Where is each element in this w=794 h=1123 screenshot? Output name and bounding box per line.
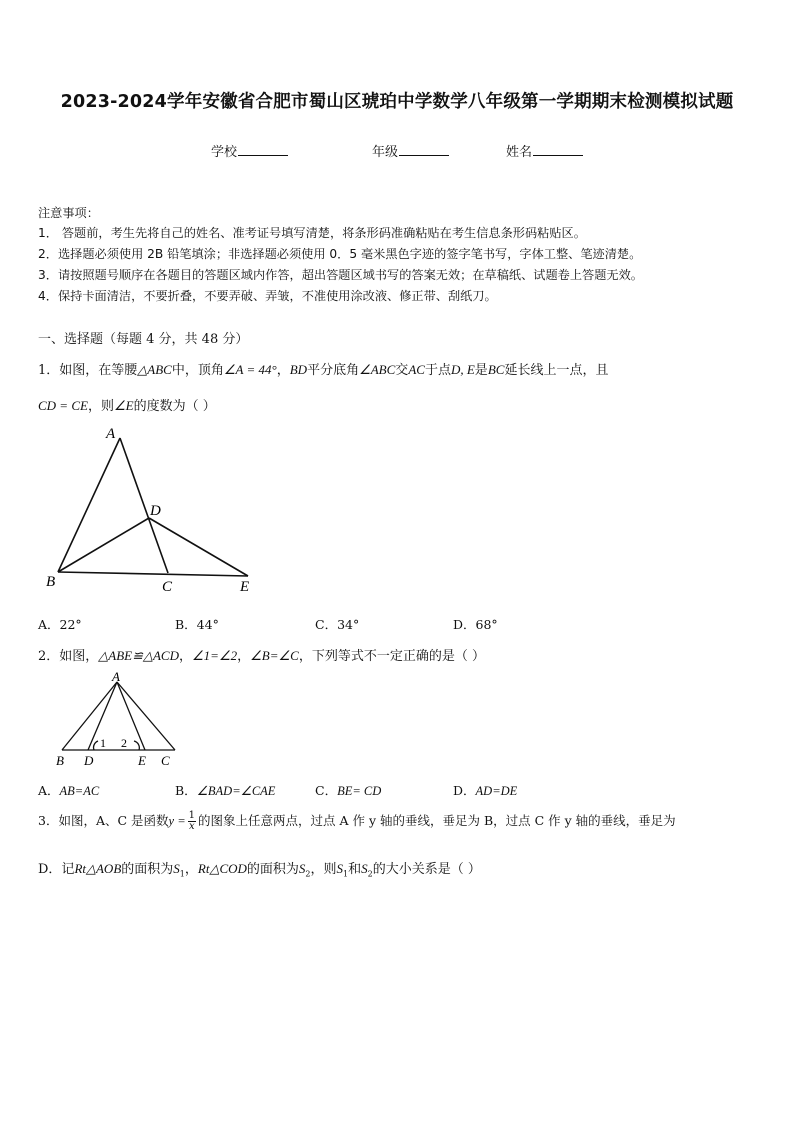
q3-math: S [173,861,180,876]
school-field [211,141,288,160]
fraction-numerator: 1 [188,810,196,821]
option-prefix: C． [315,783,338,798]
name-field [506,141,583,160]
q3-text: 的面积为 [121,862,174,877]
q2-option-d [453,781,517,799]
q1-text: 延长线上一点，且 [504,363,609,378]
school-label: 学校 [211,145,238,160]
q3-subscript: 1 [179,869,185,879]
notice-item: 1． 答题前，考生先将自己的姓名、准考证号填写清楚，将条形码准确粘贴在考生信息条形码粘贴区。 [38,226,586,240]
q3-text: ，则 [310,862,337,877]
notice-item: 3．请按照题号顺序在各题目的答题区域内作答，超出答题区域书写的答案无效；在草稿纸、试题卷上答题无效。 [38,268,643,282]
notice-heading: 注意事项： [38,206,99,220]
label-e: E [240,579,250,595]
grade-label: 年级 [372,145,399,160]
question-3-line-1 [38,811,676,832]
label-a: A [112,670,120,684]
q1-triangle-figure [40,422,270,602]
label-d: D [150,503,161,519]
question-2-stem [38,645,485,664]
q3-math: S [298,861,306,876]
bisector-bd [58,518,149,572]
angle-2-arc [134,741,139,750]
q1-text: 平分底角 [307,363,360,378]
label-angle-1: 1 [100,736,106,750]
page-title: 2023-2024学年安徽省合肥市蜀山区琥珀中学数学八年级第一学期期末检测模拟试题 [60,92,734,112]
q2-option-c [315,781,381,799]
q1-option-c: C．34° [315,617,360,632]
label-b: B [56,753,64,768]
section-heading: 一、选择题（每题 4 分，共 48 分） [38,332,249,347]
q1-math: ∠E [113,398,134,413]
q2-math: △ABE≌△ACD [98,648,179,663]
fraction [188,811,196,832]
label-c: C [161,753,170,768]
angle-1-arc [94,741,98,750]
q1-math: CD = CE [38,398,88,413]
side-ab [62,682,117,750]
q1-text: 中，顶角 [171,363,224,378]
q1-text: 交 [395,363,409,378]
q3-math: Rt△AOB [74,861,122,876]
q2-triangle-figure [50,670,190,768]
option-prefix: A． [38,783,60,798]
option-prefix: B． [175,783,197,798]
q3-math: S [361,861,368,876]
q1-math: AC [408,362,425,377]
q1-math: D, E [450,362,475,377]
q1-math: BC [487,362,505,377]
base-be [58,572,248,576]
q1-option-d: D．68° [453,617,498,632]
q2-option-a [38,781,99,799]
q3-text: D．记 [38,862,75,877]
q2-text: 2．如图， [38,649,99,664]
q3-text: 的图象上任意两点，过点 A 作 y 轴的垂线，垂足为 B，过点 C 作 y 轴的垂线，垂足为 [198,813,676,828]
q3-text: 3．如图，A、C 是函数 [38,813,169,828]
q3-math: Rt△COD [197,861,247,876]
q1-text: 1．如图，在等腰 [38,363,138,378]
q1-math: BD [289,362,308,377]
label-d: D [84,753,94,768]
label-c: C [162,579,173,595]
q1-text: 的度数为（ ） [133,399,216,414]
q1-text: 是 [474,363,488,378]
q3-text: 的大小关系是（ ） [372,862,481,877]
q3-subscript: 2 [367,869,373,879]
q3-text: 和 [348,862,362,877]
q3-subscript: 2 [305,869,311,879]
q1-option-a: A．22° [38,617,82,632]
label-a: A [106,426,116,442]
name-label: 姓名 [506,145,533,160]
q1-text: ，则 [87,399,114,414]
q3-math: y = [168,814,186,828]
q2-math: ∠1=∠2 [192,648,238,663]
q1-text: ， [276,363,290,378]
grade-blank [399,141,449,156]
side-ab [58,438,120,572]
label-e: E [138,753,146,768]
q1-math: ∠ABC [359,362,396,377]
q2-text: ，下列等式不一定正确的是（ ） [298,649,485,664]
notice-item: 2．选择题必须使用 2B 铅笔填涂；非选择题必须使用 0．5 毫米黑色字迹的签字笔书写，字体工整、笔迹清楚。 [38,247,642,261]
label-b: B [46,574,56,590]
name-blank [533,141,583,156]
q1-math: ∠A = 44° [223,362,277,377]
q1-text: 于点 [424,363,451,378]
option-expression: BE= CD [337,784,382,798]
q3-text: ， [184,862,198,877]
question-1-line-1 [38,359,608,378]
grade-field [372,141,449,160]
option-expression: AB=AC [59,784,100,798]
q2-option-b [175,781,275,799]
q1-option-b: B．44° [175,617,219,632]
notice-item: 4．保持卡面清洁，不要折叠，不要弄破、弄皱，不准使用涂改液、修正带、刮纸刀。 [38,289,497,303]
question-3-line-2 [38,858,481,879]
question-1-line-2 [38,395,216,414]
segment-de [149,518,248,576]
option-expression: AD=DE [475,784,518,798]
q3-subscript: 1 [343,869,349,879]
q3-text: 的面积为 [246,862,299,877]
option-expression: ∠BAD=∠CAE [196,784,276,798]
q2-text: ， [237,649,251,664]
option-prefix: D． [453,783,476,798]
fraction-denominator: x [189,821,195,832]
q2-text: ， [179,649,193,664]
q3-math: S [336,861,344,876]
school-blank [238,141,288,156]
label-angle-2: 2 [121,736,127,750]
q1-math: △ABC [137,362,172,377]
q2-math: ∠B=∠C [250,648,299,663]
